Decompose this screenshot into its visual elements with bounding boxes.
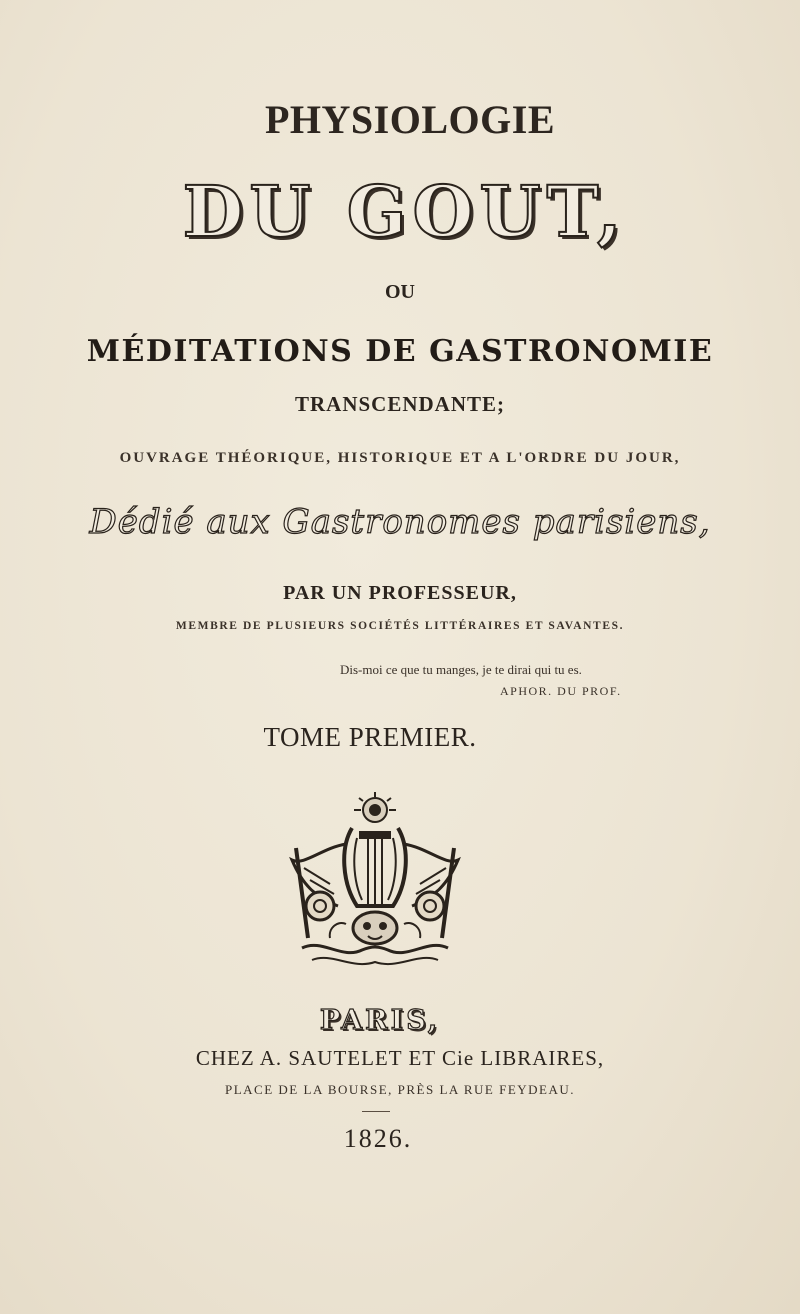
subtitle-meditations: MÉDITATIONS DE GASTRONOMIE [86, 334, 714, 369]
lyre-emblem-icon [282, 788, 468, 974]
title-conjunction: OU [385, 281, 415, 303]
imprint-address: PLACE DE LA BOURSE, PRÈS LA RUE FEYDEAU. [225, 1082, 575, 1097]
volume-label: TOME PREMIER. [263, 722, 477, 752]
imprint-year: 1826. [343, 1124, 413, 1153]
imprint-publisher: CHEZ A. SAUTELET ET Cie LIBRAIRES, [195, 1046, 605, 1070]
epigraph-author: APHOR. DU PROF. [500, 684, 622, 698]
author-membership: MEMBRE DE PLUSIEURS SOCIÉTÉS LITTÉRAIRES ET SAVANTES. [175, 620, 625, 632]
title-du-gout: DU GOUT, [182, 170, 628, 253]
divider-rule [362, 1111, 390, 1112]
epigraph: Dis-moi ce que tu manges, je te dirai qui tu es. [340, 662, 582, 677]
work-description: OUVRAGE THÉORIQUE, HISTORIQUE ET A L'ORDRE DU JOUR, [119, 450, 681, 466]
dedication: Dédié aux Gastronomes parisiens, [89, 502, 711, 542]
subtitle-transcendante: TRANSCENDANTE; [294, 392, 506, 416]
author-line: PAR UN PROFESSEUR, [283, 582, 517, 604]
imprint-city: PARIS, [319, 1005, 441, 1036]
title-physiologie: PHYSIOLOGIE [264, 97, 555, 142]
